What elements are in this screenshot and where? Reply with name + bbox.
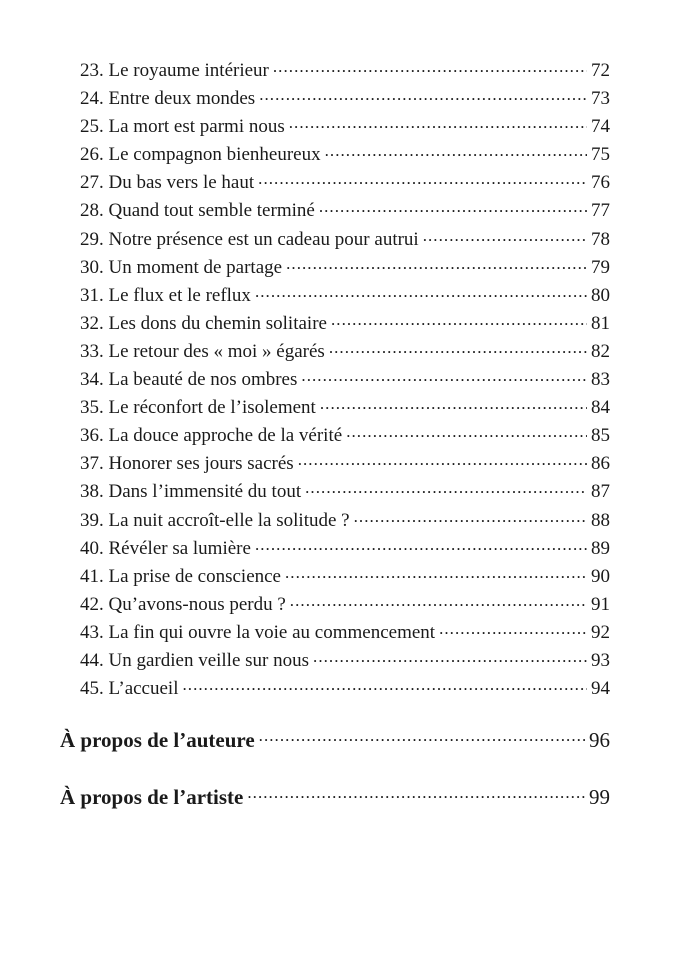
entry-title: Le royaume intérieur xyxy=(108,60,269,81)
page-number: 83 xyxy=(591,369,610,391)
toc-entry[interactable] xyxy=(80,619,610,647)
page-number: 80 xyxy=(591,284,610,306)
toc-entry[interactable] xyxy=(80,675,610,703)
dot-leader xyxy=(423,226,587,245)
page-number: 94 xyxy=(591,678,610,700)
dot-leader xyxy=(354,507,587,526)
entry-title: Les dons du chemin solitaire xyxy=(108,312,327,334)
dot-leader xyxy=(286,254,587,273)
toc-entry-about-artist[interactable] xyxy=(60,781,610,813)
entry-title: La prise de conscience xyxy=(108,565,281,587)
dot-leader xyxy=(290,591,587,610)
dot-leader xyxy=(329,338,587,357)
dot-leader xyxy=(346,422,587,441)
entry-title: Le réconfort de l’isolement xyxy=(108,397,316,419)
entry-number: 28. xyxy=(80,200,104,222)
entry-number: 43. xyxy=(80,621,104,643)
entry-number: 29. xyxy=(80,228,104,250)
toc-entry[interactable] xyxy=(80,563,610,591)
page-number: 76 xyxy=(591,172,610,194)
entry-number: 44. xyxy=(80,649,104,671)
toc-entry[interactable] xyxy=(80,310,610,338)
page-number: 79 xyxy=(591,256,610,278)
page-number: 91 xyxy=(591,593,610,615)
page-number: 74 xyxy=(591,116,610,138)
entry-number: 33. xyxy=(80,340,104,362)
page-number: 73 xyxy=(591,88,610,110)
dot-leader xyxy=(439,619,587,638)
entry-title: La mort est parmi nous xyxy=(108,116,285,138)
dot-leader xyxy=(255,282,587,301)
page-number: 77 xyxy=(591,200,610,222)
toc-entry[interactable] xyxy=(80,282,610,310)
entry-title: Le compagnon bienheureux xyxy=(108,144,321,166)
dot-leader xyxy=(285,563,587,582)
entry-number: 26. xyxy=(80,144,104,166)
page-number: 87 xyxy=(591,481,610,503)
dot-leader xyxy=(298,450,587,469)
entry-number: 37. xyxy=(80,453,104,475)
entry-title: La fin qui ouvre la voie au commencement xyxy=(108,621,436,643)
dot-leader xyxy=(319,197,587,216)
dot-leader xyxy=(258,169,587,188)
entry-number: 45. xyxy=(80,678,104,700)
entry-title: Quand tout semble terminé xyxy=(108,200,315,222)
page-number: 89 xyxy=(591,537,610,559)
page-number: 84 xyxy=(591,397,610,419)
dot-leader xyxy=(247,783,585,804)
toc-entry[interactable] xyxy=(80,197,610,225)
entry-number: 36. xyxy=(80,425,104,447)
entry-title: Notre présence est un cadeau pour autrui xyxy=(108,228,419,250)
entry-title: Dans l’immensité du tout xyxy=(108,481,302,503)
dot-leader xyxy=(289,113,587,132)
entry-number: 27. xyxy=(80,172,104,194)
entry-title: Entre deux mondes xyxy=(108,88,256,110)
entry-number: 30. xyxy=(80,256,104,278)
page-number: 92 xyxy=(591,621,610,643)
dot-leader xyxy=(331,310,587,329)
dot-leader xyxy=(273,57,587,76)
dot-leader xyxy=(325,141,587,160)
entry-title: Le retour des « moi » égarés xyxy=(108,340,325,362)
entry-number: 34. xyxy=(80,369,104,391)
toc-entry[interactable] xyxy=(80,507,610,535)
entry-number: 38. xyxy=(80,481,104,503)
page-number: 72 xyxy=(591,60,610,81)
entry-title: La beauté de nos ombres xyxy=(108,369,298,391)
toc-entry[interactable] xyxy=(80,338,610,366)
page-number: 99 xyxy=(589,785,610,809)
entry-number: 32. xyxy=(80,312,104,334)
toc-entry[interactable] xyxy=(80,422,610,450)
entry-number: 24. xyxy=(80,88,104,110)
toc-entry[interactable] xyxy=(80,366,610,394)
toc-entry[interactable] xyxy=(80,535,610,563)
dot-leader xyxy=(320,394,587,413)
dot-leader xyxy=(305,478,587,497)
toc-entry[interactable] xyxy=(80,647,610,675)
page-number: 78 xyxy=(591,228,610,250)
toc-entry[interactable] xyxy=(80,591,610,619)
page-number: 85 xyxy=(591,425,610,447)
toc-entry[interactable] xyxy=(80,57,610,85)
entry-number: 40. xyxy=(80,537,104,559)
entry-title: Révéler sa lumière xyxy=(108,537,251,559)
toc-entry[interactable] xyxy=(80,169,610,197)
page-number: 81 xyxy=(591,312,610,334)
page-number: 88 xyxy=(591,509,610,531)
entry-number: 23. xyxy=(80,60,104,81)
entry-number: 31. xyxy=(80,284,104,306)
entry-title: À propos de l’artiste xyxy=(60,785,244,809)
entry-title: Un gardien veille sur nous xyxy=(108,649,310,671)
page-number: 75 xyxy=(591,144,610,166)
toc-entry[interactable] xyxy=(80,394,610,422)
dot-leader xyxy=(301,366,587,385)
toc-entry[interactable] xyxy=(80,478,610,506)
toc-entry[interactable] xyxy=(80,226,610,254)
entry-title: L’accueil xyxy=(108,678,179,700)
appendix-section-author xyxy=(60,724,610,756)
appendix-section-artist xyxy=(60,781,610,813)
table-of-contents xyxy=(80,57,610,703)
entry-number: 35. xyxy=(80,397,104,419)
page-number: 82 xyxy=(591,340,610,362)
toc-entry[interactable] xyxy=(80,113,610,141)
entry-title: La douce approche de la vérité xyxy=(108,425,343,447)
entry-title: Un moment de partage xyxy=(108,256,283,278)
toc-entry-about-author[interactable] xyxy=(60,724,610,756)
entry-title: À propos de l’auteure xyxy=(60,728,255,752)
entry-number: 42. xyxy=(80,593,104,615)
entry-title: Honorer ses jours sacrés xyxy=(108,453,294,475)
page-number: 86 xyxy=(591,453,610,475)
dot-leader xyxy=(182,675,587,694)
page-number: 90 xyxy=(591,565,610,587)
entry-title: Le flux et le reflux xyxy=(108,284,251,306)
toc-entry[interactable] xyxy=(80,254,610,282)
entry-number: 25. xyxy=(80,116,104,138)
toc-entry[interactable] xyxy=(80,141,610,169)
entry-title: Qu’avons-nous perdu ? xyxy=(108,593,286,615)
entry-title: Du bas vers le haut xyxy=(108,172,255,194)
entry-number: 39. xyxy=(80,509,104,531)
entry-title: La nuit accroît-elle la solitude ? xyxy=(108,509,350,531)
page-number: 93 xyxy=(591,649,610,671)
dot-leader xyxy=(255,535,587,554)
dot-leader xyxy=(259,726,585,747)
entry-number: 41. xyxy=(80,565,104,587)
page-number: 96 xyxy=(589,728,610,752)
toc-entry[interactable] xyxy=(80,85,610,113)
dot-leader xyxy=(259,85,587,104)
toc-entry[interactable] xyxy=(80,450,610,478)
dot-leader xyxy=(313,647,587,666)
